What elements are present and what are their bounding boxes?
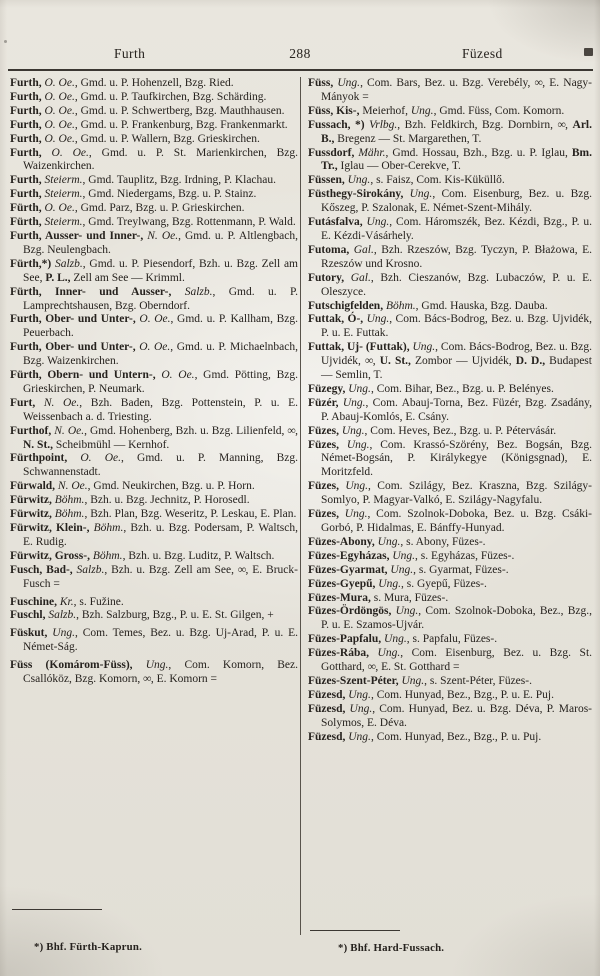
entry-headword: Furt, (10, 396, 36, 409)
entry-headword: Furth, (10, 104, 42, 117)
gazetteer-entry: Füzes-Mura, s. Mura, Füzes-. (308, 591, 449, 604)
entry-headword: Füzes, (308, 508, 339, 521)
gazetteer-entry: Füskut, Ung., Com. Temes, Bez. u. Bzg. Uj-Arad, P. u. E. Német-Ság. (10, 627, 298, 654)
entry-headword: Füzes, (308, 438, 339, 451)
entry-headword: Futásfalva, (308, 216, 363, 229)
gazetteer-entry: Futásfalva, Ung., Com. Háromszék, Bez. Kézdi, Bzg., P. u. E. Kézdi-Vásárhely. (308, 216, 592, 242)
post-horn-icon: ∞ (143, 673, 151, 686)
gazetteer-entry: Füzesd, Ung., Com. Hunyad, Bez., Bzg., P. u. Puj. (308, 730, 542, 743)
post-horn-icon: ∞ (534, 77, 543, 89)
entry-headword: Fussach, *) (308, 118, 365, 131)
entry-headword: Fürwitz, Gross-, (10, 549, 90, 562)
gazetteer-entry: Füss, Kis-, Meierhof, Ung., Gmd. Füss, Com. Komorn. (308, 104, 565, 117)
gazetteer-entry: Füzesd, Ung., Com. Hunyad, Bez., Bzg., P. u. E. Puj. (308, 688, 554, 701)
page-number: 288 (289, 46, 311, 61)
entry-headword: Füzes-Gyepű, (308, 577, 376, 590)
post-horn-icon: ∞ (365, 355, 373, 368)
entry-headword: Furth, Ober- und Unter-, (10, 341, 136, 354)
entry-headword: Furth, (10, 77, 42, 89)
gazetteer-entry: Füzes-Gyepű, Ung., s. Gyepű, Füzes-. (308, 577, 487, 590)
gazetteer-entry: Futtak, Ó-, Ung., Com. Bács-Bodrog, Bez. u. Bzg. Ujvidék, P. u. E. Futtak. (308, 313, 592, 340)
entry-headword: Fürthpoint, (10, 452, 68, 465)
entry-headword: Füzesd, (308, 730, 346, 743)
gazetteer-entry: Füssen, Ung., s. Faisz, Com. Kis-Küküllő. (308, 174, 505, 187)
gazetteer-entry: Füzes-Szent-Péter, Ung., s. Szent-Péter, Füzes-. (308, 674, 532, 687)
running-head-right: Füzesd (462, 46, 503, 61)
entry-headword: Fürth, (10, 202, 42, 215)
scan-artifact-speck (584, 48, 593, 56)
entry-headword: Futschigfelden, (308, 299, 384, 312)
gazetteer-entry: Fussach, *) Vrlbg., Bzh. Feldkirch, Bzg. Dornbirn, ∞, Arl. B., Bregenz — St. Margarethen, T. (308, 118, 592, 145)
gazetteer-entry: Furth, Steierm., Gmd. Niedergams, Bzg. u. P. Stainz. (10, 188, 257, 201)
gazetteer-entry: Füzegy, Ung., Com. Bihar, Bez., Bzg. u. P. Belényes. (308, 382, 554, 395)
gazetteer-entry: Füzes, Ung., Com. Heves, Bez., Bzg. u. P. Pétervásár. (308, 424, 557, 437)
entry-headword: Füzes-Gyarmat, (308, 563, 388, 576)
gazetteer-entry: Füzes, Ung., Com. Szilágy, Bez. Kraszna, Bzg. Szilágy-Somlyo, P. Magyar-Valkó, E. Szilágy-Nagyfalu. (308, 480, 592, 507)
gazetteer-entry: Fürth, Inner- und Ausser-, Salzb., Gmd. u. P. Lamprechtshausen, Bzg. Oberndorf. (10, 285, 298, 312)
gazetteer-entry: Futoma, Gal., Bzh. Rzeszów, Bzg. Tyczyn, P. Błażowa, E. Rzeszów und Krosno. (308, 243, 592, 270)
entry-headword: Furth, Ausser- und Inner-, (10, 229, 144, 242)
post-horn-icon: ∞ (287, 424, 296, 437)
gazetteer-entry: Füzes-Rába, Ung., Com. Eisenburg, Bez. u. Bzg. St. Gotthard, ∞, E. St. Gotthard = (308, 647, 592, 674)
gazetteer-entry: Furth, Ausser- und Inner-, N. Oe., Gmd. u. P. Altlengbach, Bzg. Neulengbach. (10, 229, 298, 256)
entry-headword: Füss, Kis-, (308, 104, 360, 117)
two-column-text-block (10, 77, 592, 935)
entry-headword: Füzes-Egyházas, (308, 549, 390, 562)
entry-headword: Füzes-Mura, (308, 591, 371, 604)
gazetteer-entry: Furthof, N. Oe., Gmd. Hohenberg, Bzh. u. Bzg. Lilienfeld, ∞, N. St., Scheibmühl — Kernhof. (10, 424, 298, 451)
entry-headword: Furth, Ober- und Unter-, (10, 313, 136, 326)
gazetteer-entry: Fürth,*) Salzb., Gmd. u. P. Piesendorf, Bzh. u. Bzg. Zell am See, P. L., Zell am See — Krimml. (10, 257, 298, 284)
entry-headword: Furthof, (10, 424, 52, 437)
entry-headword: Füsthegy-Sirokány, (308, 188, 404, 201)
entry-headword: Füzes, (308, 424, 339, 437)
entry-headword: Futory, (308, 271, 345, 284)
gazetteer-entry: Furth, Ober- und Unter-, O. Oe., Gmd. u. P. Michaelnbach, Bzg. Waizenkirchen. (10, 341, 298, 368)
footnote-rule-right (310, 930, 400, 931)
gazetteer-entry: Furth, O. Oe., Gmd. u. P. Taufkirchen, Bzg. Schärding. (10, 90, 267, 103)
entry-headword: Füss, (308, 77, 334, 89)
entry-headword: Füzes, (308, 480, 339, 493)
gazetteer-entry: Füzes-Egyházas, Ung., s. Egyházas, Füzes-. (308, 549, 515, 562)
entry-headword: Füss (Komárom-Füss), (10, 659, 133, 672)
entry-headword: Furth, (10, 188, 42, 201)
entry-headword: Fürth,*) (10, 257, 52, 270)
footnote-rule-left (12, 909, 102, 910)
entry-headword: Futoma, (308, 243, 350, 256)
gazetteer-entry: Fürth, Obern- und Untern-, O. Oe., Gmd. Pötting, Bzg. Grieskirchen, P. Neumark. (10, 369, 298, 395)
footnote-left: *) Bhf. Fürth-Kaprun. (34, 941, 142, 953)
entry-headword: Fürwitz, (10, 494, 52, 507)
entry-headword: Furth, (10, 132, 42, 145)
gazetteer-entry: Furt, N. Oe., Bzh. Baden, Bzg. Pottenstein, P. u. E. Weissenbach a. d. Triesting. (10, 396, 298, 423)
scan-artifact-speck (4, 40, 7, 43)
entry-headword: Fürth, Obern- und Untern-, (10, 369, 156, 382)
gazetteer-entry: Furth, O. Oe., Gmd. u. P. Schwertberg, Bzg. Mauthhausen. (10, 104, 285, 117)
entry-headword: Füzes-Rába, (308, 647, 370, 660)
entry-headword: Füzes-Papfalu, (308, 633, 382, 646)
gazetteer-entry: Fuschine, Kr., s. Fužine. (10, 595, 124, 608)
post-horn-icon: ∞ (367, 661, 376, 674)
entry-headword: Furth, (10, 90, 42, 103)
gazetteer-entry: Furth, Ober- und Unter-, O. Oe., Gmd. u. P. Kallham, Bzg. Peuerbach. (10, 313, 298, 340)
post-horn-icon: ∞ (557, 118, 566, 131)
gazetteer-entry: Fuschl, Salzb., Bzh. Salzburg, Bzg., P. u. E. St. Gilgen, + (10, 609, 274, 622)
entry-headword: Furth, (10, 174, 42, 187)
entry-headword: Füzes-Abony, (308, 535, 375, 548)
gazetteer-entry: Fürwitz, Böhm., Bzh. Plan, Bzg. Weseritz, P. Leskau, E. Plan. (10, 508, 297, 521)
entry-headword: Fürth, Inner- und Ausser-, (10, 285, 172, 298)
gazetteer-entry: Furth, O. Oe., Gmd. u. P. Frankenburg, Bzg. Frankenmarkt. (10, 118, 288, 131)
column-right (301, 77, 592, 935)
entry-headword: Fürwitz, (10, 508, 52, 521)
gazetteer-entry: Fürwitz, Klein-, Böhm., Bzh. u. Bzg. Podersam, P. Waltsch, E. Rudig. (10, 522, 298, 548)
gazetteer-entry: Füzesd, Ung., Com. Hunyad, Bez. u. Bzg. Déva, P. Maros-Solymos, E. Déva. (308, 702, 592, 729)
post-horn-icon: ∞ (237, 563, 246, 576)
entry-headword: Füskut, (10, 627, 48, 640)
gazetteer-entry: Furth, O. Oe., Gmd. u. P. Wallern, Bzg. Grieskirchen. (10, 132, 260, 145)
gazetteer-entry: Futschigfelden, Böhm., Gmd. Hauska, Bzg. Dauba. (308, 299, 548, 312)
entry-headword: Fusch, Bad-, (10, 563, 73, 576)
gazetteer-entry: Füzes-Abony, Ung., s. Abony, Füzes-. (308, 535, 486, 548)
entry-headword: Furth, (10, 146, 42, 159)
gazetteer-entry: Füsthegy-Sirokány, Ung., Com. Eisenburg, Bez. u. Bzg. Kőszeg, P. Szalonak, E. Német-Szent-Mihály. (308, 188, 592, 215)
gazetteer-entry: Fürwitz, Böhm., Bzh. u. Bzg. Jechnitz, P. Horosedl. (10, 494, 250, 507)
entry-headword: Futtak, Ó-, (308, 313, 364, 326)
gazetteer-entry: Futtak, Uj- (Futtak), Ung., Com. Bács-Bodrog, Bez. u. Bzg. Ujvidék, ∞, U. St., Zombor — Ujvidék, D. D., Budapest — Semlin, T. (308, 341, 592, 382)
gazetteer-entry: Füss (Komárom-Füss), Ung., Com. Komorn, Bez. Csallóköz, Bzg. Komorn, ∞, E. Komorn = (10, 659, 298, 686)
column-left (10, 77, 298, 935)
entry-headword: Füzér, (308, 396, 339, 409)
gazetteer-entry: Fürwald, N. Oe., Gmd. Neukirchen, Bzg. u. P. Horn. (10, 480, 255, 493)
entry-headword: Fürwitz, Klein-, (10, 522, 90, 534)
gazetteer-entry: Füzes-Gyarmat, Ung., s. Gyarmat, Füzes-. (308, 563, 509, 576)
gazetteer-entry: Fussdorf, Mähr., Gmd. Hossau, Bzh., Bzg. u. P. Iglau, Bm. Tr., Iglau — Ober-Cerekve, T. (308, 146, 592, 173)
running-head-left: Furth (114, 46, 146, 61)
header-rule (8, 69, 593, 71)
gazetteer-entry: Futory, Gal., Bzh. Cieszanów, Bzg. Lubaczów, P. u. E. Oleszyce. (308, 271, 592, 298)
gazetteer-entry: Füzes-Papfalu, Ung., s. Papfalu, Füzes-. (308, 633, 498, 646)
entry-headword: Füzesd, (308, 688, 346, 701)
entry-headword: Füzes-Ördöngös, (308, 605, 392, 618)
gazetteer-entry: Füss, Ung., Com. Bars, Bez. u. Bzg. Verebély, ∞, E. Nagy-Mányok = (308, 77, 592, 103)
gazetteer-entry: Füzér, Ung., Com. Abauj-Torna, Bez. Füzér, Bzg. Zsadány, P. Abauj-Komlós, E. Csány. (308, 396, 592, 423)
entry-headword: Füzegy, (308, 382, 346, 395)
gazetteer-entry: Furth, O. Oe., Gmd. u. P. St. Marienkirchen, Bzg. Waizenkirchen. (10, 146, 298, 173)
gazetteer-entry: Fürwitz, Gross-, Böhm., Bzh. u. Bzg. Luditz, P. Waltsch. (10, 549, 275, 562)
footnote-right: *) Bhf. Hard-Fussach. (338, 942, 445, 954)
entry-headword: Füzes-Szent-Péter, (308, 674, 399, 687)
entry-headword: Fürth, (10, 216, 42, 229)
entry-headword: Fuschl, (10, 609, 46, 622)
gazetteer-entry: Fürth, O. Oe., Gmd. Parz, Bzg. u. P. Grieskirchen. (10, 202, 245, 215)
gazetteer-entry: Furth, O. Oe., Gmd. u. P. Hohenzell, Bzg. Ried. (10, 77, 234, 89)
gazetteer-entry: Fürth, Steierm., Gmd. Treylwang, Bzg. Rottenmann, P. Wald. (10, 216, 296, 229)
gazetteer-entry: Füzes-Ördöngös, Ung., Com. Szolnok-Doboka, Bez., Bzg., P. u. E. Szamos-Ujvár. (308, 605, 592, 632)
gazetteer-entry: Füzes, Ung., Com. Krassó-Szörény, Bez. Bogsán, Bzg. Német-Bogsán, P. Királykegye (Königsgnad), E. Moritzfeld. (308, 438, 592, 479)
entry-headword: Futtak, Uj- (Futtak), (308, 341, 410, 354)
entry-headword: Füssen, (308, 174, 345, 187)
gazetteer-entry: Furth, Steierm., Gmd. Tauplitz, Bzg. Irdning, P. Klachau. (10, 174, 277, 187)
entry-headword: Füzesd, (308, 702, 346, 715)
gazetteer-entry: Fürthpoint, O. Oe., Gmd. u. P. Manning, Bzg. Schwannenstadt. (10, 452, 298, 479)
entry-headword: Fürwald, (10, 480, 56, 493)
gazetteer-entry: Fusch, Bad-, Salzb., Bzh. u. Bzg. Zell am See, ∞, E. Bruck-Fusch = (10, 563, 298, 590)
entry-headword: Fussdorf, (308, 146, 355, 159)
entry-headword: Furth, (10, 118, 42, 131)
gazetteer-entry: Füzes, Ung., Com. Szolnok-Doboka, Bez. u. Bzg. Csáki-Gorbó, P. Hidalmas, E. Bánffy-Hunyad. (308, 508, 592, 534)
entry-headword: Fuschine, (10, 595, 57, 608)
